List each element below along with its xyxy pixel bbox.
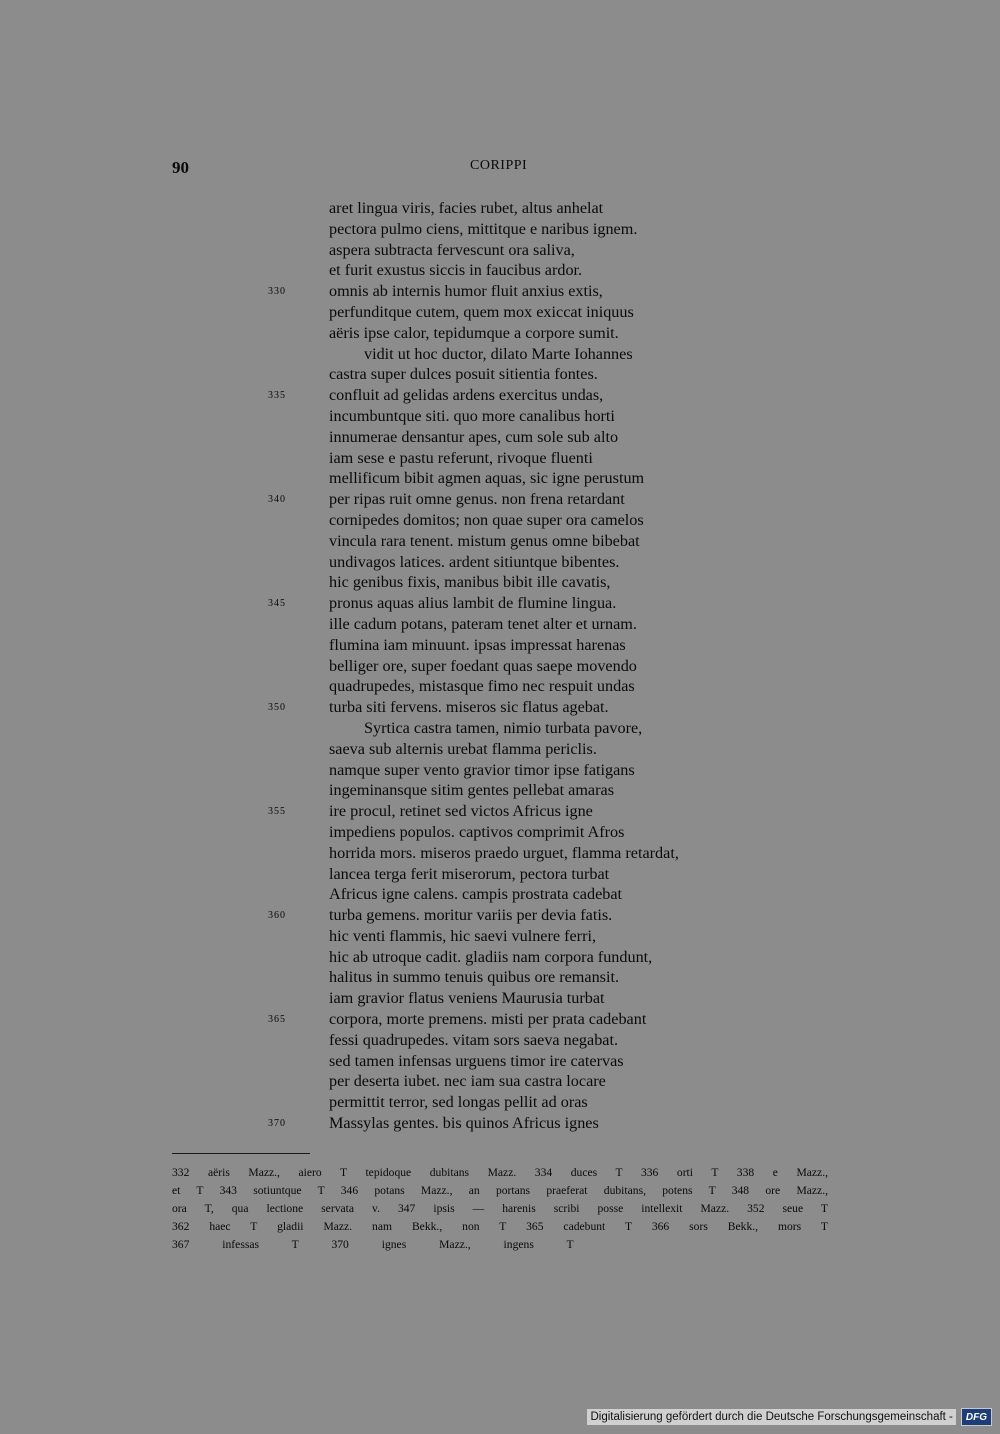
verse-line bbox=[0, 1113, 1000, 1134]
line-number: 365 bbox=[268, 1014, 286, 1026]
verse-line bbox=[0, 1030, 1000, 1051]
verse-line bbox=[0, 572, 1000, 593]
verse-line bbox=[0, 843, 1000, 864]
verse-text: Africus igne calens. campis prostrata cadebat bbox=[329, 885, 623, 904]
verse-text: aret lingua viris, facies rubet, altus anhelat bbox=[329, 199, 604, 217]
verse-line bbox=[0, 240, 1000, 261]
verse-text: hic venti flammis, hic saevi vulnere ferri, bbox=[329, 926, 596, 945]
verse-line bbox=[0, 760, 1000, 781]
footnote-divider bbox=[172, 1153, 310, 1154]
footnote-line: 362 haec T gladii Mazz. nam Bekk., non T 365 cadebunt T 366 sors Bekk., mors T bbox=[172, 1220, 828, 1233]
verse-text: aëris ipse calor, tepidumque a corpore sumit. bbox=[329, 323, 619, 342]
line-number: 345 bbox=[268, 598, 286, 610]
line-number: 360 bbox=[268, 910, 286, 922]
verse-line bbox=[0, 822, 1000, 843]
verse-text: hic genibus fixis, manibus bibit ille cavatis, bbox=[329, 573, 611, 592]
verse-text: pectora pulmo ciens, mittitque e naribus ignem. bbox=[329, 219, 638, 238]
verse-text: permittit terror, sed longas pellit ad oras bbox=[329, 1093, 588, 1112]
line-number: 335 bbox=[268, 390, 286, 402]
verse-text: fessi quadrupedes. vitam sors saeva negabat. bbox=[329, 1030, 619, 1049]
footnote-line: et T 343 sotiuntque T 346 potans Mazz., an portans praeferat dubitans, potens T 348 ore Mazz., bbox=[172, 1184, 828, 1197]
verse-line bbox=[0, 1092, 1000, 1113]
verse-text: horrida mors. miseros praedo urguet, flamma retardat, bbox=[329, 843, 679, 862]
verse-text: corpora, morte premens. misti per prata cadebant bbox=[329, 1010, 647, 1029]
verse-text: sed tamen infensas urguens timor ire catervas bbox=[329, 1051, 624, 1070]
verse-text: hic ab utroque cadit. gladiis nam corpora fundunt, bbox=[329, 947, 653, 966]
verse-line bbox=[0, 1071, 1000, 1092]
verse-line bbox=[0, 364, 1000, 385]
line-number: 370 bbox=[268, 1118, 286, 1130]
verse-text: ingeminansque sitim gentes pellebat amaras bbox=[329, 781, 614, 800]
verse-text: undivagos latices. ardent sitiuntque bibentes. bbox=[329, 552, 620, 571]
verse-text: lancea terga ferit miserorum, pectora turbat bbox=[329, 864, 610, 883]
line-number: 355 bbox=[268, 806, 286, 818]
verse-block bbox=[0, 198, 1000, 1134]
verse-line bbox=[0, 448, 1000, 469]
verse-line bbox=[0, 947, 1000, 968]
page-header bbox=[172, 158, 772, 184]
footnote-line: 332 aëris Mazz., aiero T tepidoque dubitans Mazz. 334 duces T 336 orti T 338 e Mazz., bbox=[172, 1166, 828, 1179]
verse-text: mellificum bibit agmen aquas, sic igne perustum bbox=[329, 469, 645, 488]
verse-line bbox=[0, 406, 1000, 427]
verse-text: et furit exustus siccis in faucibus ardor. bbox=[329, 261, 583, 280]
verse-line bbox=[0, 780, 1000, 801]
verse-line bbox=[0, 739, 1000, 760]
verse-text: namque super vento gravior timor ipse fatigans bbox=[329, 760, 635, 779]
verse-line bbox=[0, 323, 1000, 344]
verse-text: ille cadum potans, pateram tenet alter et urnam. bbox=[329, 614, 637, 633]
funding-footer bbox=[587, 1407, 992, 1427]
running-title: CORIPPI bbox=[470, 158, 528, 173]
verse-line bbox=[0, 967, 1000, 988]
page-number: 90 bbox=[172, 158, 189, 177]
verse-line bbox=[0, 260, 1000, 281]
verse-line bbox=[0, 427, 1000, 448]
verse-line bbox=[0, 531, 1000, 552]
verse-text: per deserta iubet. nec iam sua castra locare bbox=[329, 1072, 606, 1091]
verse-line bbox=[0, 926, 1000, 947]
verse-line bbox=[0, 635, 1000, 656]
verse-text: aspera subtracta fervescunt ora saliva, bbox=[329, 240, 575, 259]
funding-notice: Digitalisierung gefördert durch die Deutsche Forschungsgemeinschaft - bbox=[587, 1409, 955, 1425]
verse-text: iam sese e pastu referunt, rivoque fluenti bbox=[329, 448, 593, 467]
verse-text: flumina iam minuunt. ipsas impressat harenas bbox=[329, 635, 626, 654]
verse-line bbox=[0, 385, 1000, 406]
footnote-line: ora T, qua lectione servata v. 347 ipsis — harenis scribi posse intellexit Mazz. 352 seue T bbox=[172, 1202, 828, 1215]
critical-apparatus bbox=[172, 1164, 828, 1254]
verse-line bbox=[0, 718, 1000, 739]
verse-line bbox=[0, 614, 1000, 635]
verse-line bbox=[0, 1009, 1000, 1030]
verse-line bbox=[0, 988, 1000, 1009]
verse-text: quadrupedes, mistasque fimo nec respuit undas bbox=[329, 677, 635, 696]
verse-line bbox=[0, 344, 1000, 365]
verse-line bbox=[0, 302, 1000, 323]
verse-text: perfunditque cutem, quem mox exiccat iniquus bbox=[329, 302, 634, 321]
verse-line bbox=[0, 510, 1000, 531]
verse-line bbox=[0, 281, 1000, 302]
verse-text: halitus in summo tenuis quibus ore remansit. bbox=[329, 968, 619, 987]
verse-text: incumbuntque siti. quo more canalibus horti bbox=[329, 406, 615, 425]
verse-text: confluit ad gelidas ardens exercitus undas, bbox=[329, 386, 604, 405]
verse-text: Massylas gentes. bis quinos Africus ignes bbox=[329, 1114, 599, 1133]
verse-text: Syrtica castra tamen, nimio turbata pavore, bbox=[364, 718, 643, 737]
verse-text: belliger ore, super foedant quas saepe movendo bbox=[329, 656, 637, 675]
verse-text: cornipedes domitos; non quae super ora camelos bbox=[329, 510, 644, 529]
verse-text: per ripas ruit omne genus. non frena retardant bbox=[329, 490, 625, 509]
verse-line bbox=[0, 468, 1000, 489]
verse-text: omnis ab internis humor fluit anxius extis, bbox=[329, 282, 603, 301]
verse-line bbox=[0, 697, 1000, 718]
verse-text: saeva sub alternis urebat flamma periclis. bbox=[329, 739, 597, 758]
verse-text: turba siti fervens. miseros sic flatus agebat. bbox=[329, 698, 609, 717]
verse-line bbox=[0, 676, 1000, 697]
footnote-line: 367 infessas T 370 ignes Mazz., ingens T bbox=[172, 1238, 574, 1251]
verse-text: turba gemens. moritur variis per devia fatis. bbox=[329, 906, 613, 925]
verse-text: castra super dulces posuit sitientia fontes. bbox=[329, 365, 598, 384]
verse-line bbox=[0, 864, 1000, 885]
verse-line bbox=[0, 905, 1000, 926]
verse-line bbox=[0, 489, 1000, 510]
verse-line bbox=[0, 801, 1000, 822]
line-number: 350 bbox=[268, 702, 286, 714]
verse-text: vidit ut hoc ductor, dilato Marte Iohannes bbox=[364, 344, 633, 363]
line-number: 340 bbox=[268, 494, 286, 506]
verse-line bbox=[0, 593, 1000, 614]
verse-text: pronus aquas alius lambit de flumine lingua. bbox=[329, 594, 617, 613]
verse-line bbox=[0, 884, 1000, 905]
line-number: 330 bbox=[268, 286, 286, 298]
verse-text: iam gravior flatus veniens Maurusia turbat bbox=[329, 989, 605, 1008]
verse-text: vincula rara tenent. mistum genus omne bibebat bbox=[329, 531, 640, 550]
dfg-logo-icon[interactable]: DFG bbox=[961, 1408, 992, 1426]
verse-line bbox=[0, 552, 1000, 573]
verse-line bbox=[0, 656, 1000, 677]
verse-text: ire procul, retinet sed victos Africus igne bbox=[329, 802, 593, 821]
verse-line bbox=[0, 198, 1000, 219]
verse-line bbox=[0, 219, 1000, 240]
verse-text: innumerae densantur apes, cum sole sub alto bbox=[329, 427, 619, 446]
verse-text: impediens populos. captivos comprimit Afros bbox=[329, 822, 625, 841]
verse-line bbox=[0, 1051, 1000, 1072]
